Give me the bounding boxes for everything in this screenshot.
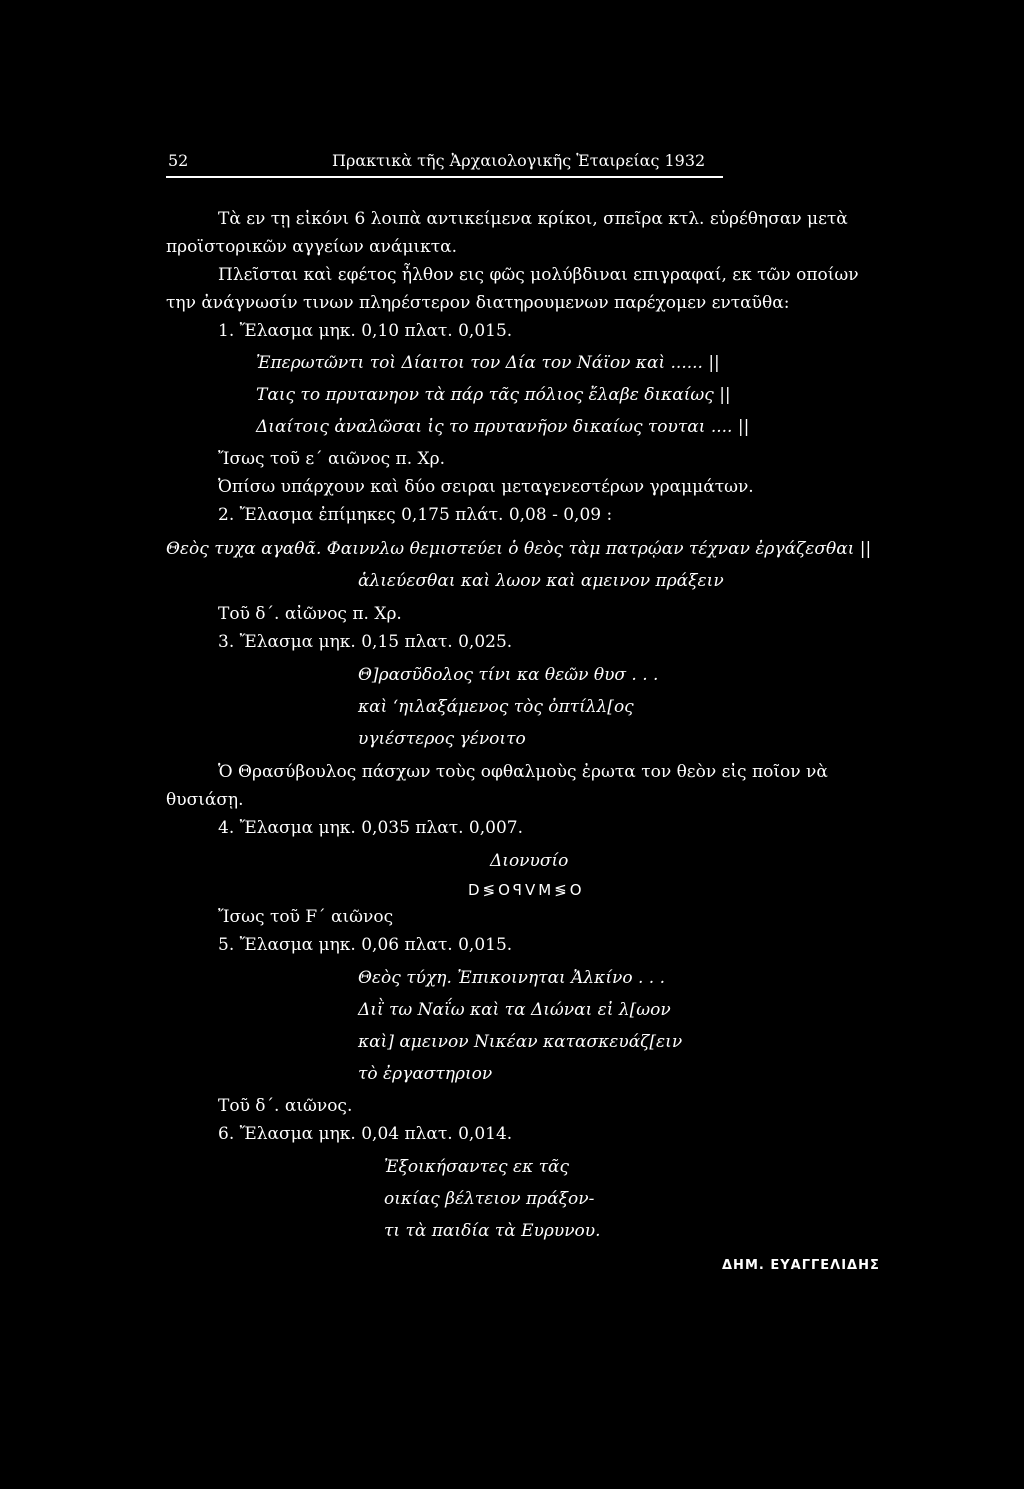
running-title: Πρακτικὰ τῆς Ἀρχαιολογικῆς Ἑταιρείας 1932	[332, 151, 706, 170]
inscription-line: Ταις το πρυτανηον τὰ πάρ τᾶς πόλιος ἔλαβε δικαίως ||	[256, 385, 731, 405]
inscription-line: Θ]ρασῦδολος τίνι κα θεῶν θυσ . . .	[358, 665, 659, 685]
inscription-line: υγιέστερος γένοιτο	[358, 729, 526, 749]
note-line: Ὀπίσω υπάρχουν καὶ δύο σειραι μεταγενεστέρων γραμμάτων.	[218, 477, 754, 497]
note-line: Ἴσως τοῦ F΄ αιῶνος	[218, 907, 394, 927]
translation-line: θυσιάσῃ.	[166, 790, 244, 810]
inscription-line: Θεὸς τυχα αγαθᾶ. Φαιννλω θεμιστεύει ὁ θεὸς τὰμ πατρῴαν τέχναν ἐργάζεσθαι ||	[166, 539, 872, 559]
inscription-line: Διονυσίο	[490, 851, 569, 871]
inscription-line: Διαίτοις ἀναλῶσαι ἰς το πρυτανῆον δικαίως τουται .... ||	[256, 417, 750, 437]
inscription-line: Θεὸς τύχη. Ἐπικοινηται Ἀλκίνο . . .	[358, 968, 665, 988]
item-header: 4. Ἔλασμα μηκ. 0,035 πλατ. 0,007.	[218, 818, 524, 838]
paragraph-line: Τὰ εν τῃ εἰκόνι 6 λοιπὰ αντικείμενα κρίκοι, σπεῖρα κτλ. εὑρέθησαν μετὰ	[218, 209, 848, 229]
author-signature: ΔΗΜ. ΕΥΑΓΓΕΛΙΔΗΣ	[722, 1258, 880, 1273]
inscription-line: ἁλιεύεσθαι καὶ λωον καὶ αμεινον πράξειν	[358, 571, 724, 591]
inscription-line: καὶ] αμεινον Νικέαν κατασκευάζ[ειν	[358, 1032, 683, 1052]
note-line: Τοῦ δ΄. αιῶνος.	[218, 1096, 353, 1116]
inscription-line: Ἐξοικήσαντες εκ τᾶς	[384, 1157, 570, 1177]
item-header: 1. Ἔλασμα μηκ. 0,10 πλατ. 0,015.	[218, 321, 513, 341]
item-header: 3. Ἔλασμα μηκ. 0,15 πλατ. 0,025.	[218, 632, 513, 652]
item-header: 6. Ἔλασμα μηκ. 0,04 πλατ. 0,014.	[218, 1124, 513, 1144]
header-rule	[166, 176, 723, 178]
item-header: 2. Ἔλασμα ἐπίμηκες 0,175 πλάτ. 0,08 - 0,09 :	[218, 505, 613, 525]
translation-line: Ὁ Θρασύβουλος πάσχων τοὺς οφθαλμοὺς ἐρωτα τον θεὸν εἰς ποῖον νὰ	[218, 762, 828, 782]
item-header: 5. Ἔλασμα μηκ. 0,06 πλατ. 0,015.	[218, 935, 513, 955]
inscription-line: Ἐπερωτῶντι τοὶ Δίαιτοι τον Δία τον Νάϊον καὶ ...... ||	[256, 353, 720, 373]
page-number: 52	[168, 151, 189, 170]
inscription-line: οικίας βέλτειον πράξον-	[384, 1189, 595, 1209]
inscription-facsimile: D≶OꟼVM≶O	[468, 881, 585, 899]
inscription-line: τι τὰ παιδία τὰ Ευρυνου.	[384, 1221, 601, 1241]
inscription-line: τὸ ἐργαστηριον	[358, 1064, 493, 1084]
paragraph-line: προϊστορικῶν αγγείων ανάμικτα.	[166, 237, 457, 257]
note-line: Τοῦ δ΄. αἰῶνος π. Χρ.	[218, 604, 402, 624]
paragraph-line: Πλεῖσται καὶ εφέτος ἦλθον εις φῶς μολύβδιναι επιγραφαί, εκ τῶν οποίων	[218, 265, 859, 285]
note-line: Ἴσως τοῦ ε΄ αιῶνος π. Χρ.	[218, 449, 446, 469]
inscription-line: Διῒ τω Ναΐω καὶ τα Διώναι εἰ λ[ωον	[358, 1000, 671, 1020]
paragraph-line: την ἀνάγνωσίν τινων πληρέστερον διατηρουμενων παρέχομεν ενταῦθα:	[166, 293, 790, 313]
inscription-line: καὶ ‘ηιλαξάμενος τὸς ὀπτίλλ[ος	[358, 697, 634, 717]
